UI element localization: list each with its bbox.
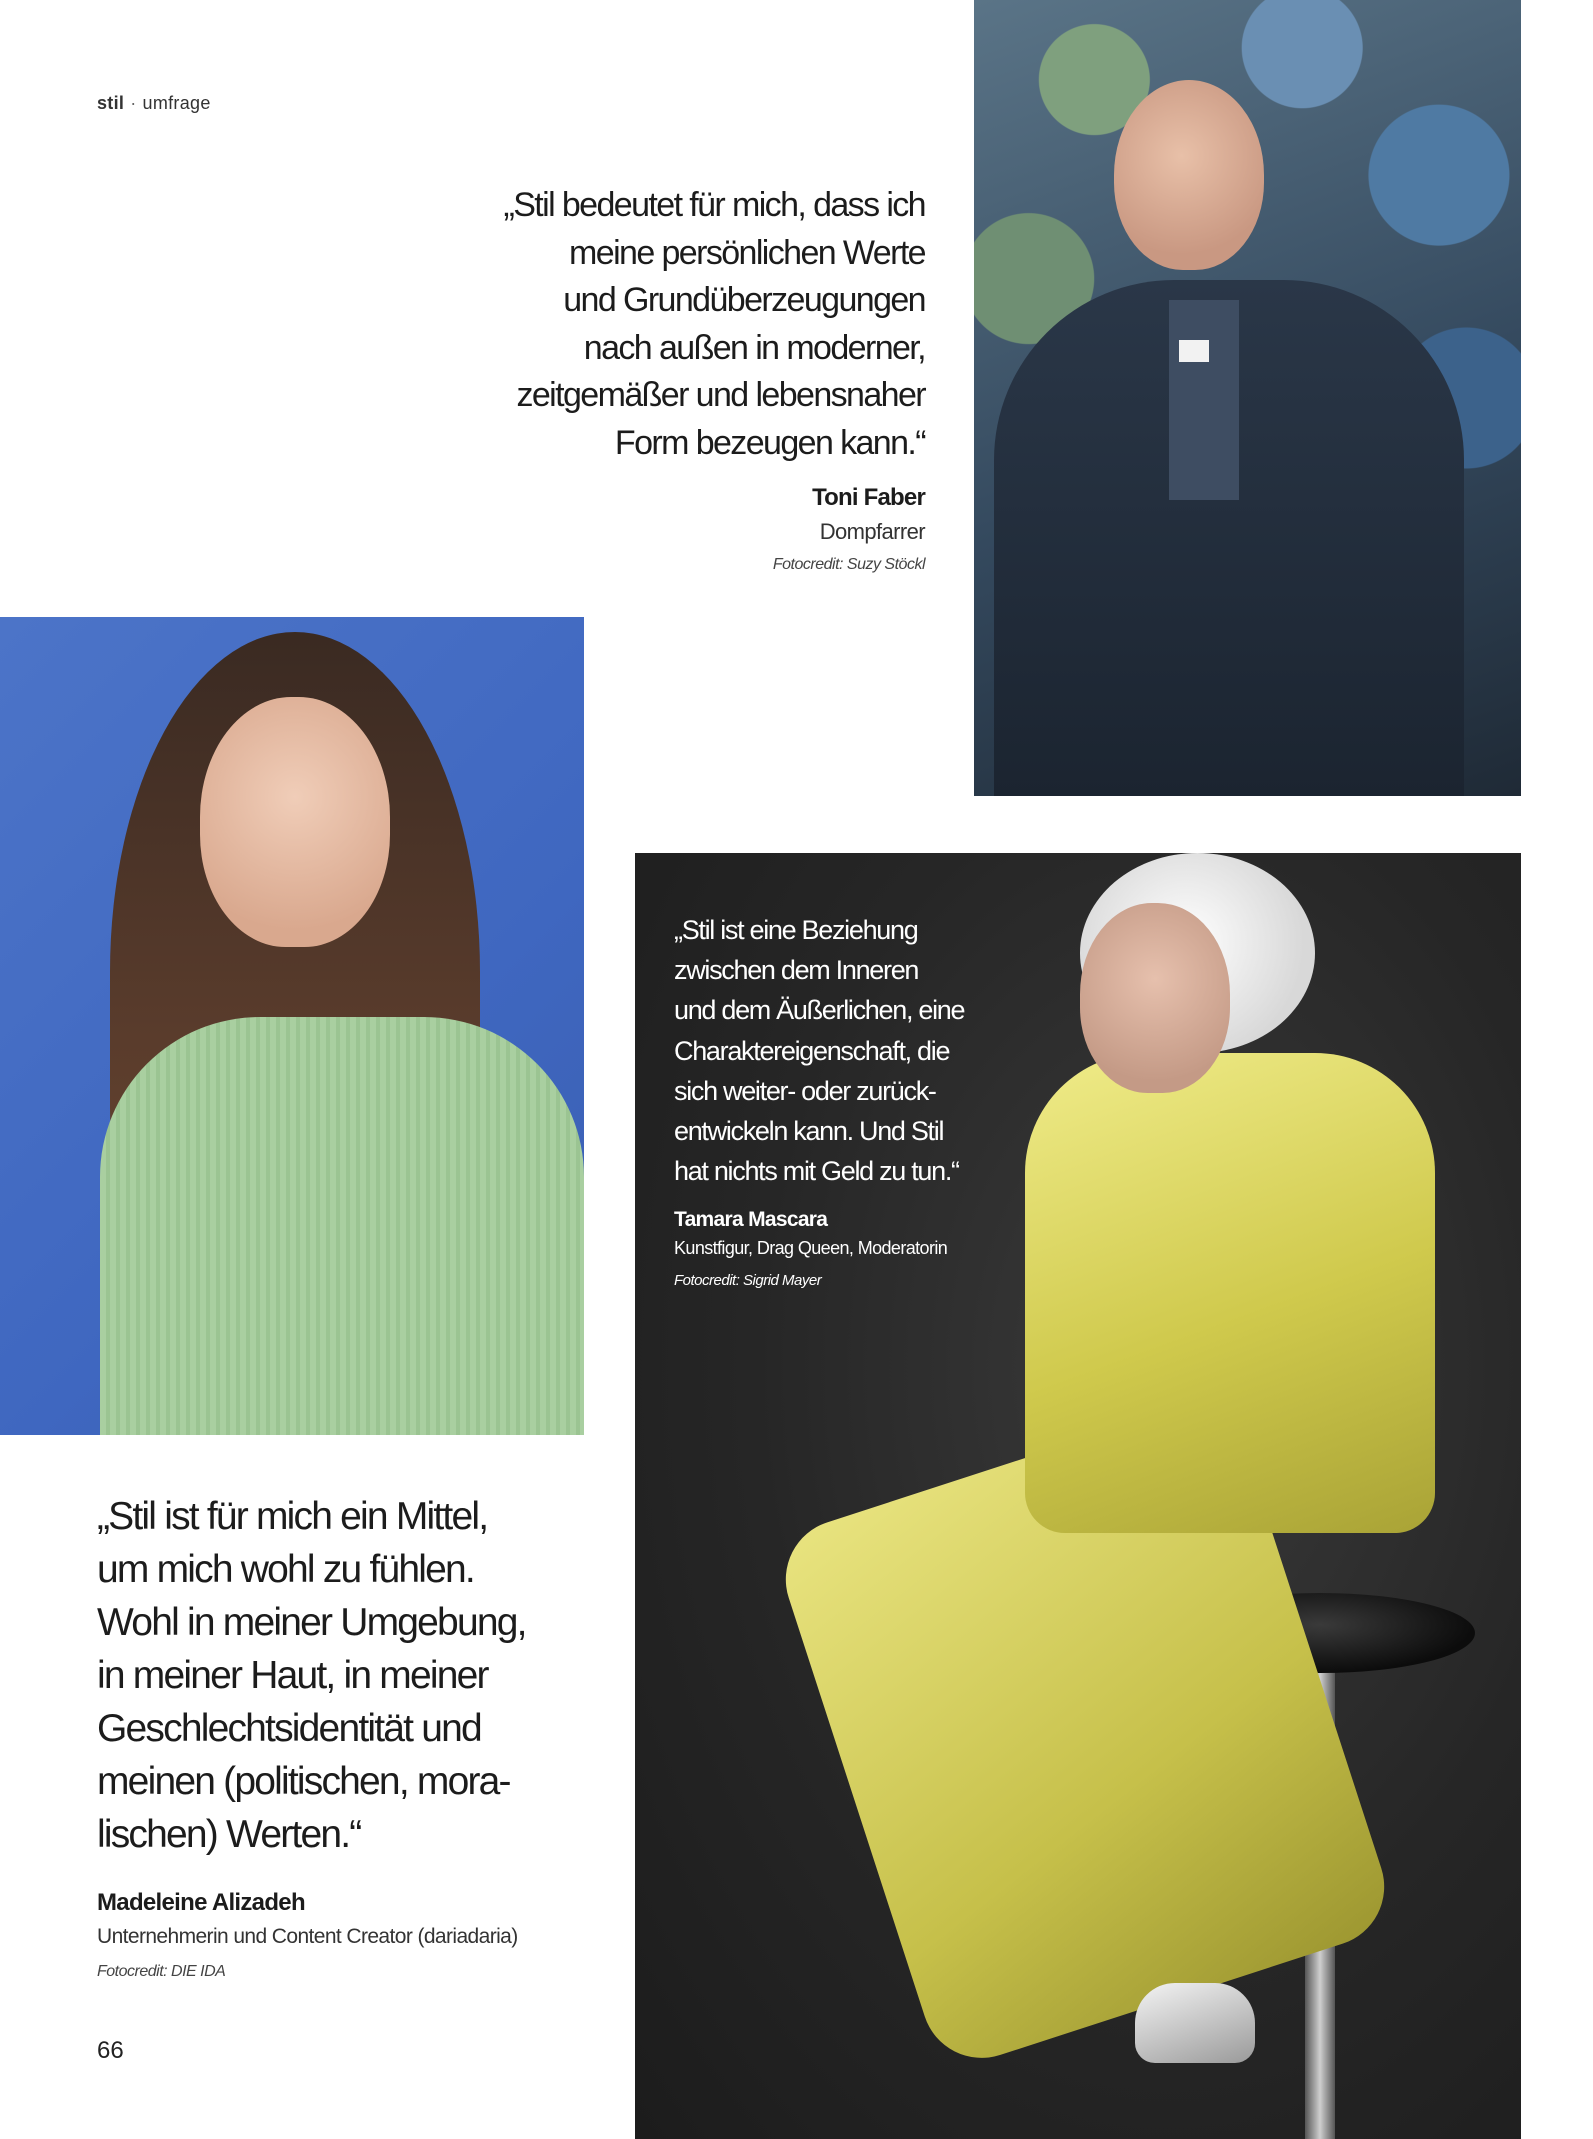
photo-figure-face <box>200 697 390 947</box>
photo-credit: Fotocredit: DIE IDA <box>97 1963 226 1980</box>
quote-line: Wohl in meiner Umgebung, <box>97 1601 526 1644</box>
photo-figure-boot <box>1135 1983 1255 2063</box>
quote-line: „Stil ist eine Beziehung <box>674 915 918 945</box>
quote-line: „Stil ist für mich ein Mittel, <box>97 1495 488 1538</box>
photo-credit: Fotocredit: Suzy Stöckl <box>772 556 925 573</box>
quote-tamara-mascara <box>674 910 1014 1191</box>
quote-line: zwischen dem Inneren <box>674 955 919 986</box>
person-name: Toni Faber <box>812 484 925 511</box>
quote-line: und dem Äußerlichen, eine <box>674 995 965 1026</box>
person-name: Madeleine Alizadeh <box>97 1889 305 1916</box>
quote-line: entwickeln kann. Und Stil <box>674 1116 944 1147</box>
photo-madeleine-alizadeh <box>0 617 584 1435</box>
quote-line: meine persönlichen Werte <box>569 233 925 272</box>
header-separator: · <box>130 93 137 113</box>
quote-line: hat nichts mit Geld zu tun.“ <box>674 1156 959 1187</box>
photo-figure-sweater <box>100 1017 584 1435</box>
photo-figure-jacket <box>1025 1053 1435 1533</box>
quote-line: Form bezeugen kann.“ <box>614 423 925 462</box>
quote-line: „Stil bedeutet für mich, dass ich <box>503 186 925 224</box>
quote-toni-faber <box>440 182 925 467</box>
quote-line: Geschlechtsidentität und <box>97 1707 481 1750</box>
section-label: stil <box>97 93 125 113</box>
quote-line: um mich wohl zu fühlen. <box>97 1548 474 1591</box>
person-role: Dompfarrer <box>819 519 925 544</box>
person-role: Kunstfigur, Drag Queen, Moderatorin <box>674 1238 948 1258</box>
photo-toni-faber <box>974 0 1521 796</box>
photo-figure-shirt <box>1169 300 1239 500</box>
quote-line: nach außen in moderner, <box>583 328 925 367</box>
person-name: Tamara Mascara <box>674 1208 828 1231</box>
quote-line: meinen (politischen, mora- <box>97 1760 510 1803</box>
photo-credit: Fotocredit: Sigrid Mayer <box>674 1272 822 1289</box>
quote-line: in meiner Haut, in meiner <box>97 1654 488 1697</box>
quote-line: zeitgemäßer und lebensnaher <box>516 376 925 414</box>
page-number: 66 <box>97 2037 124 2064</box>
quote-line: Charaktereigenschaft, die <box>674 1035 950 1066</box>
quote-line: und Grundüberzeugungen <box>563 281 925 319</box>
quote-line: lischen) Werten.“ <box>97 1813 361 1856</box>
photo-figure-face <box>1080 903 1230 1093</box>
photo-figure-head <box>1114 80 1264 270</box>
quote-madeleine-alizadeh <box>97 1490 597 1861</box>
photo-figure-collar <box>1179 340 1209 362</box>
quote-line: sich weiter- oder zurück- <box>674 1075 936 1106</box>
section-header <box>97 93 211 114</box>
person-role: Unternehmerin und Content Creator (dariadaria) <box>97 1925 518 1948</box>
subsection-label: umfrage <box>142 93 211 113</box>
